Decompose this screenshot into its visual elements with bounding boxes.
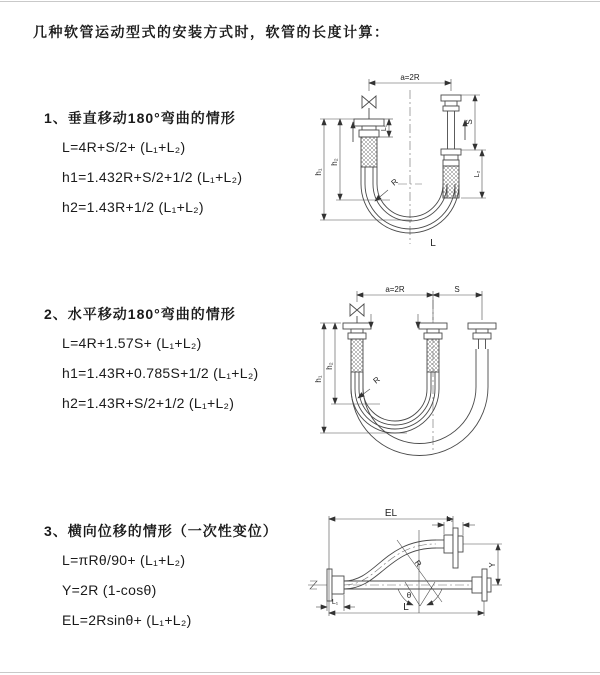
dim-label-s: S (454, 285, 460, 294)
section-vertical-180 (44, 108, 242, 222)
middle-fitting (419, 323, 447, 372)
right-fitting (441, 95, 461, 198)
dim-label-L: L (430, 238, 436, 249)
dim-s (461, 95, 486, 150)
dim-label-r: R (371, 374, 382, 386)
dim-label-a2r: a=2R (400, 73, 420, 82)
section-lateral-displacement (44, 521, 278, 635)
hose-u-bend (351, 372, 439, 433)
section-horizontal-180 (44, 304, 259, 418)
radius-angle-construction (397, 530, 442, 613)
dim-el (329, 508, 453, 616)
braid-section (443, 166, 459, 198)
dim-label-l1: L₁ (331, 599, 339, 606)
upper-right-flange (436, 528, 463, 568)
formula-h2: h2=1.43R+1/2 (L₁+L₂) (62, 199, 204, 215)
formula-h1: h1=1.43R+0.785S+1/2 (L₁+L₂) (62, 365, 259, 381)
hose-s-curve (344, 540, 436, 589)
formula-y: Y=2R (1-cosθ) (62, 582, 157, 598)
dim-label-el: EL (384, 508, 398, 519)
page-title: 几种软管运动型式的安装方式时，软管的长度计算： (33, 24, 390, 40)
formula-h2: h2=1.43R+S/2+1/2 (L₁+L₂) (62, 395, 235, 411)
formula-h1: h1=1.432R+S/2+1/2 (L₁+L₂) (62, 169, 243, 185)
dim-label-h1: h₁ (314, 375, 323, 383)
valve-icon (362, 96, 376, 119)
braid-section (361, 137, 377, 167)
left-fitting (354, 119, 384, 167)
diagram-lateral-displacement (306, 508, 594, 650)
dim-label-s: S (465, 119, 474, 125)
braid-section (427, 339, 439, 372)
diagram-horizontal-180 (312, 284, 590, 464)
left-fitting (343, 323, 371, 372)
dim-label-l2: L₂ (446, 516, 454, 523)
angle-label-theta: θ (406, 591, 412, 600)
braid-section (351, 339, 363, 372)
section-3-heading: 3、横向位移的情形（一次性变位） (44, 523, 278, 539)
dim-label-h2: h₂ (325, 362, 334, 370)
dim-label-h2: h₂ (330, 158, 339, 166)
dim-s (433, 285, 482, 295)
dim-label-r: R (389, 176, 400, 188)
formula-el: EL=2Rsinθ+ (L₁+L₂) (62, 612, 192, 628)
dim-l2 (461, 150, 486, 198)
dim-label-a2r: a=2R (385, 285, 405, 294)
dim-label-L: L (403, 602, 409, 613)
page-top-edge (0, 1, 600, 2)
dim-L (329, 601, 484, 616)
formula-l: L=4R+S/2+ (L₁+L₂) (62, 139, 186, 155)
left-flange (327, 569, 344, 601)
radius-callout (375, 177, 400, 201)
dim-label-y: Y (488, 562, 497, 568)
valve-icon (350, 304, 364, 323)
formula-l: L=4R+1.57S+ (L₁+L₂) (62, 335, 202, 351)
dim-span (369, 73, 451, 91)
dim-label-r: R (412, 558, 424, 569)
page-bottom-edge (0, 672, 600, 673)
formula-l: L=πRθ/90+ (L₁+L₂) (62, 552, 186, 568)
dim-label-l2: L₂ (474, 170, 481, 178)
diagram-vertical-180 (312, 64, 580, 256)
dim-l1 (316, 595, 355, 611)
dim-label-l1: L₁ (381, 124, 388, 132)
lower-right-flange (472, 569, 491, 601)
moved-fitting (468, 323, 496, 349)
dim-span (357, 285, 482, 320)
section-2-heading: 2、水平移动180°弯曲的情形 (44, 306, 236, 322)
dim-label-h1: h₁ (314, 168, 323, 176)
hose-u-bend-shifted (351, 349, 488, 456)
section-1-heading: 1、垂直移动180°弯曲的情形 (44, 110, 236, 126)
radius-callout (358, 375, 382, 398)
